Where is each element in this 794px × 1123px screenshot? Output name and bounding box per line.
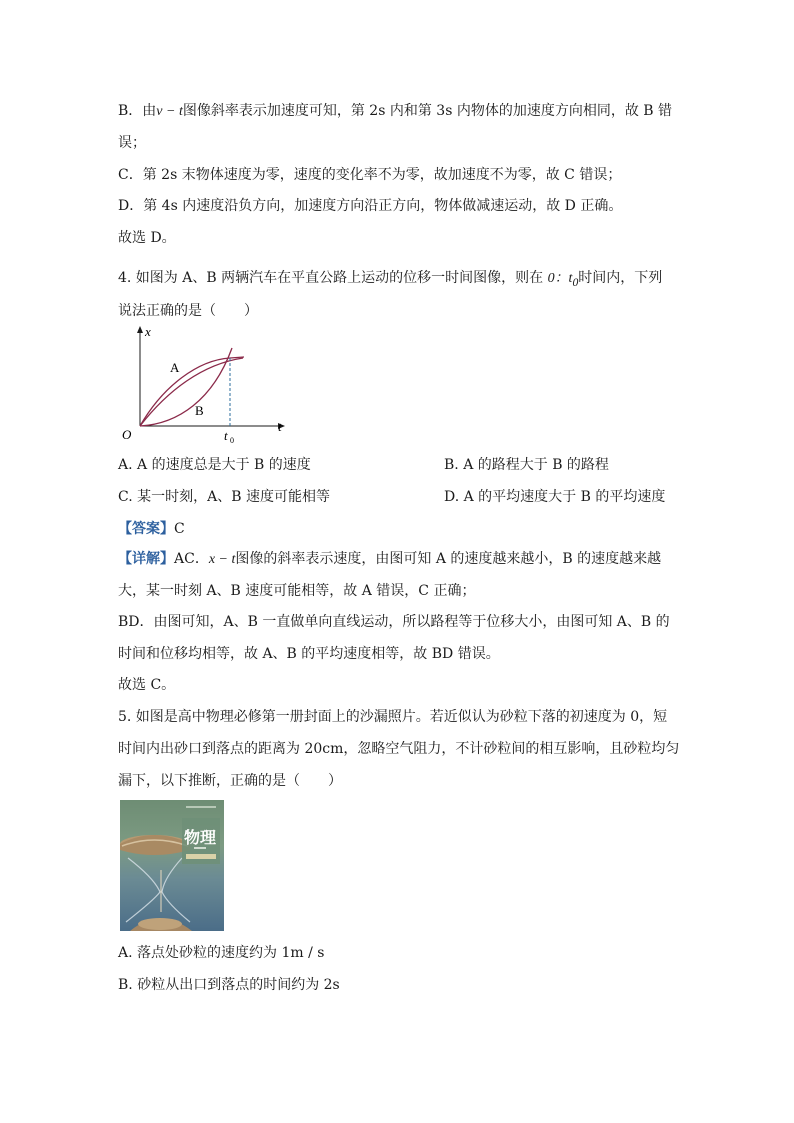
q4-stem-line-2: 说法正确的是（ ）	[118, 303, 258, 319]
origin-label: O	[122, 427, 132, 442]
explanation-line-c: C．第 2s 末物体速度为零，速度的变化率不为零，故加速度不为零，故 C 错误；	[118, 167, 622, 183]
q4-option-a: A. A 的速度总是大于 B 的速度	[118, 457, 311, 473]
explanation-line-b-cont: 误；	[118, 135, 146, 151]
explanation-line-b: B．由v − t图像斜率表示加速度可知，第 2s 内和第 3s 内物体的加速度方向相同，故 B 错	[118, 103, 673, 119]
q4-xt-graph	[118, 320, 298, 446]
q4-detail-line-4: 时间和位移均相等，故 A、B 的平均速度相等，故 BD 错误。	[118, 646, 500, 662]
t0-label: t	[224, 428, 228, 443]
curve-a-main	[140, 357, 244, 426]
q4-option-d: D. A 的平均速度大于 B 的平均速度	[444, 489, 666, 505]
y-axis-label: x	[145, 324, 151, 339]
y-axis-arrow-icon	[137, 326, 143, 333]
q4-detail-line-1: 【详解】AC．x − t图像的斜率表示速度，由图可知 A 的速度越来越小，B 的速度越来越	[118, 551, 662, 567]
hourglass-photo-icon	[120, 800, 224, 931]
q4-answer: 【答案】C	[118, 521, 185, 537]
explanation-choose: 故选 D。	[118, 230, 176, 246]
q4-stem-line-1: 4. 如图为 A、B 两辆汽车在平直公路上运动的位移一时间图像，则在 0：$t_0$时间内，下列	[118, 270, 663, 289]
q4-choose: 故选 C。	[118, 677, 176, 693]
math-v-t: v − t	[156, 104, 183, 119]
explanation-line-d: D．第 4s 内速度沿负方向，加速度方向沿正方向，物体做减速运动，故 D 正确。	[118, 198, 623, 214]
q5-stem-line-3: 漏下，以下推断，正确的是（ ）	[118, 773, 342, 789]
q5-stem-line-2: 时间内出砂口到落点的距离为 20cm，忽略空气阻力，不计砂粒间的相互影响，且砂粒均匀	[118, 741, 680, 757]
q5-option-b: B. 砂粒从出口到落点的时间约为 2s	[118, 977, 340, 993]
q4-detail-line-3: BD．由图可知，A、B 一直做单向直线运动，所以路程等于位移大小，由图可知 A、B 的	[118, 614, 670, 630]
curve-b-label: B	[195, 403, 204, 418]
q4-option-b: B. A 的路程大于 B 的路程	[444, 457, 609, 473]
q4-detail-line-2: 大，某一时刻 A、B 速度可能相等，故 A 错误，C 正确；	[118, 583, 476, 599]
curve-a	[140, 358, 243, 426]
q5-stem-line-1: 5. 如图是高中物理必修第一册封面上的沙漏照片。若近似认为砂粒下落的初速度为 0，短	[118, 709, 668, 725]
math-x-t: x − t	[208, 552, 236, 567]
math-0-t0: 0：$t_0$	[547, 271, 579, 289]
q5-option-a: A. 落点处砂粒的速度约为 1m / s	[118, 945, 325, 961]
hourglass-cover-image	[120, 800, 224, 931]
curve-a-label: A	[170, 360, 180, 375]
x-axis-label: t	[278, 419, 282, 434]
cover-title: 物理	[184, 830, 217, 847]
q4-option-c: C. 某一时刻，A、B 速度可能相等	[118, 489, 330, 505]
t0-subscript: 0	[230, 436, 234, 445]
